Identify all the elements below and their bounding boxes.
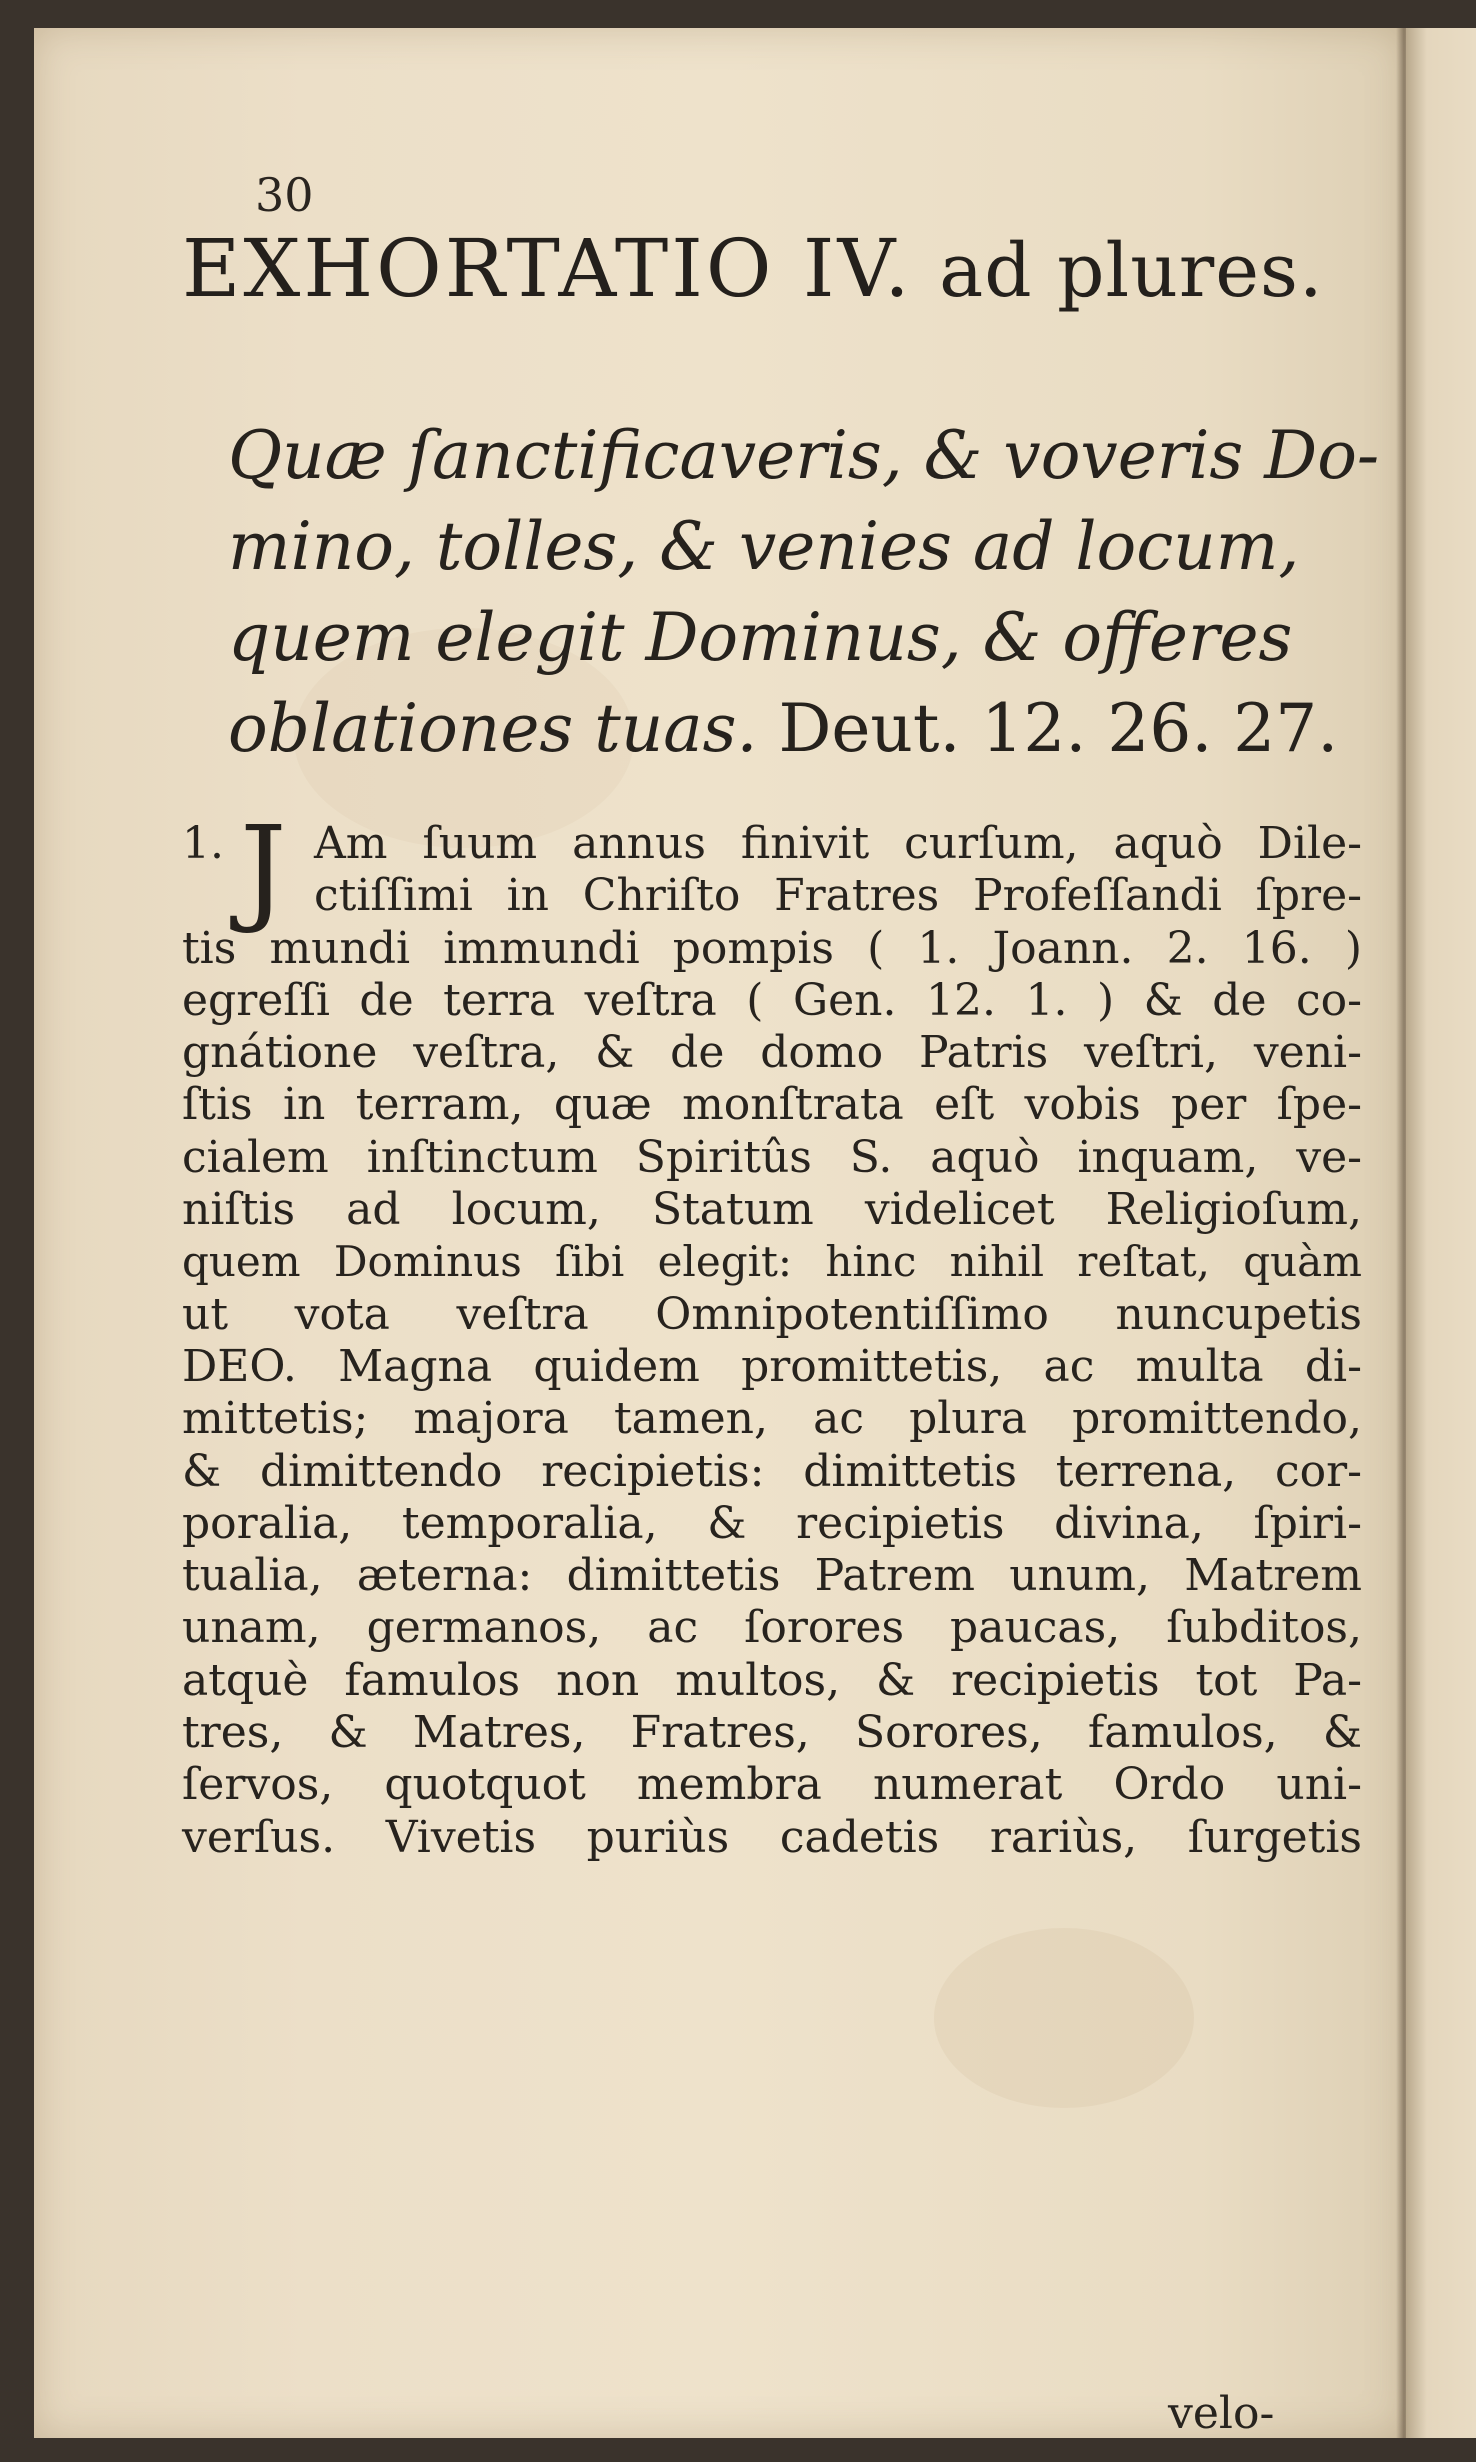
body-line: poralia, temporalia, & recipietis divina, ſpiri- <box>182 1497 1362 1549</box>
body-line: ut vota veſtra Omnipotentiſſimo nuncupetis <box>182 1288 1362 1340</box>
body-line: tis mundi immundi pompis ( 1. Joann. 2. 16. ) <box>182 922 1362 974</box>
running-head-subtitle: ad plures. <box>939 228 1324 314</box>
body-line: ſtis in terram, quæ monſtrata eſt vobis per ſpe- <box>182 1079 1362 1131</box>
quote-line: quem elegit Dominus, & offeres <box>228 599 1293 676</box>
drop-cap: J <box>240 802 287 937</box>
body-line: gnátione veſtra, & de domo Patris veſtri, veni- <box>182 1027 1362 1079</box>
quote-line <box>228 683 1368 774</box>
quote-last-line: oblationes tuas. <box>228 690 758 767</box>
body-line: cialem inſtinctum Spiritûs S. aquò inquam, ve- <box>182 1131 1362 1183</box>
body-line: Am ſuum annus finivit curſum, aquò Dile- <box>314 818 1362 869</box>
body-line: tres, & Matres, Fratres, Sorores, famulos, & <box>182 1707 1362 1759</box>
quote-line-text: mino, tolles, & venies ad locum, <box>228 508 1300 585</box>
running-head-title: EXHORTATIO IV. <box>182 222 913 315</box>
body-line: quem Dominus ſibi elegit: hinc nihil reſtat, quàm <box>182 1237 1362 1287</box>
quote-line <box>228 501 1368 592</box>
body-line: & dimittendo recipietis: dimittetis terrena, cor- <box>182 1445 1362 1497</box>
paragraph-number: 1. <box>182 818 224 869</box>
body-line: tualia, æterna: dimittetis Patrem unum, Matrem <box>182 1550 1362 1602</box>
scripture-reference: Deut. 12. 26. 27. <box>778 690 1339 767</box>
body-line: ſervos, quotquot membra numerat Ordo uni- <box>182 1759 1362 1811</box>
quote-line: Quæ ſanctificaveris, & voveris Do- <box>228 417 1380 494</box>
body-line: niſtis ad locum, Statum videlicet Religioſum, <box>182 1184 1362 1236</box>
epigraph-quote <box>228 410 1380 774</box>
facing-page-edge <box>1406 28 1476 2438</box>
body-line: egreſſi de terra veſtra ( Gen. 12. 1. ) & de co- <box>182 974 1362 1026</box>
body-paragraph <box>182 818 1362 1864</box>
page-number: 30 <box>255 168 314 222</box>
body-line: verſus. Vivetis puriùs cadetis rariùs, ſurgetis <box>182 1811 1362 1863</box>
paper-stain <box>934 1928 1194 2108</box>
body-line: DEO. Magna quidem promittetis, ac multa di- <box>182 1340 1362 1392</box>
body-line: mittetis; majora tamen, ac plura promittendo, <box>182 1393 1362 1445</box>
body-line: unam, germanos, ac ſorores paucas, ſubditos, <box>182 1602 1362 1654</box>
body-line: ctiſſimi in Chriſto Fratres Profeſſandi ſpre- <box>314 870 1362 922</box>
running-head <box>182 222 1362 315</box>
catchword: velo- <box>1168 2388 1275 2439</box>
body-line: atquè famulos non multos, & recipietis tot Pa- <box>182 1654 1362 1706</box>
